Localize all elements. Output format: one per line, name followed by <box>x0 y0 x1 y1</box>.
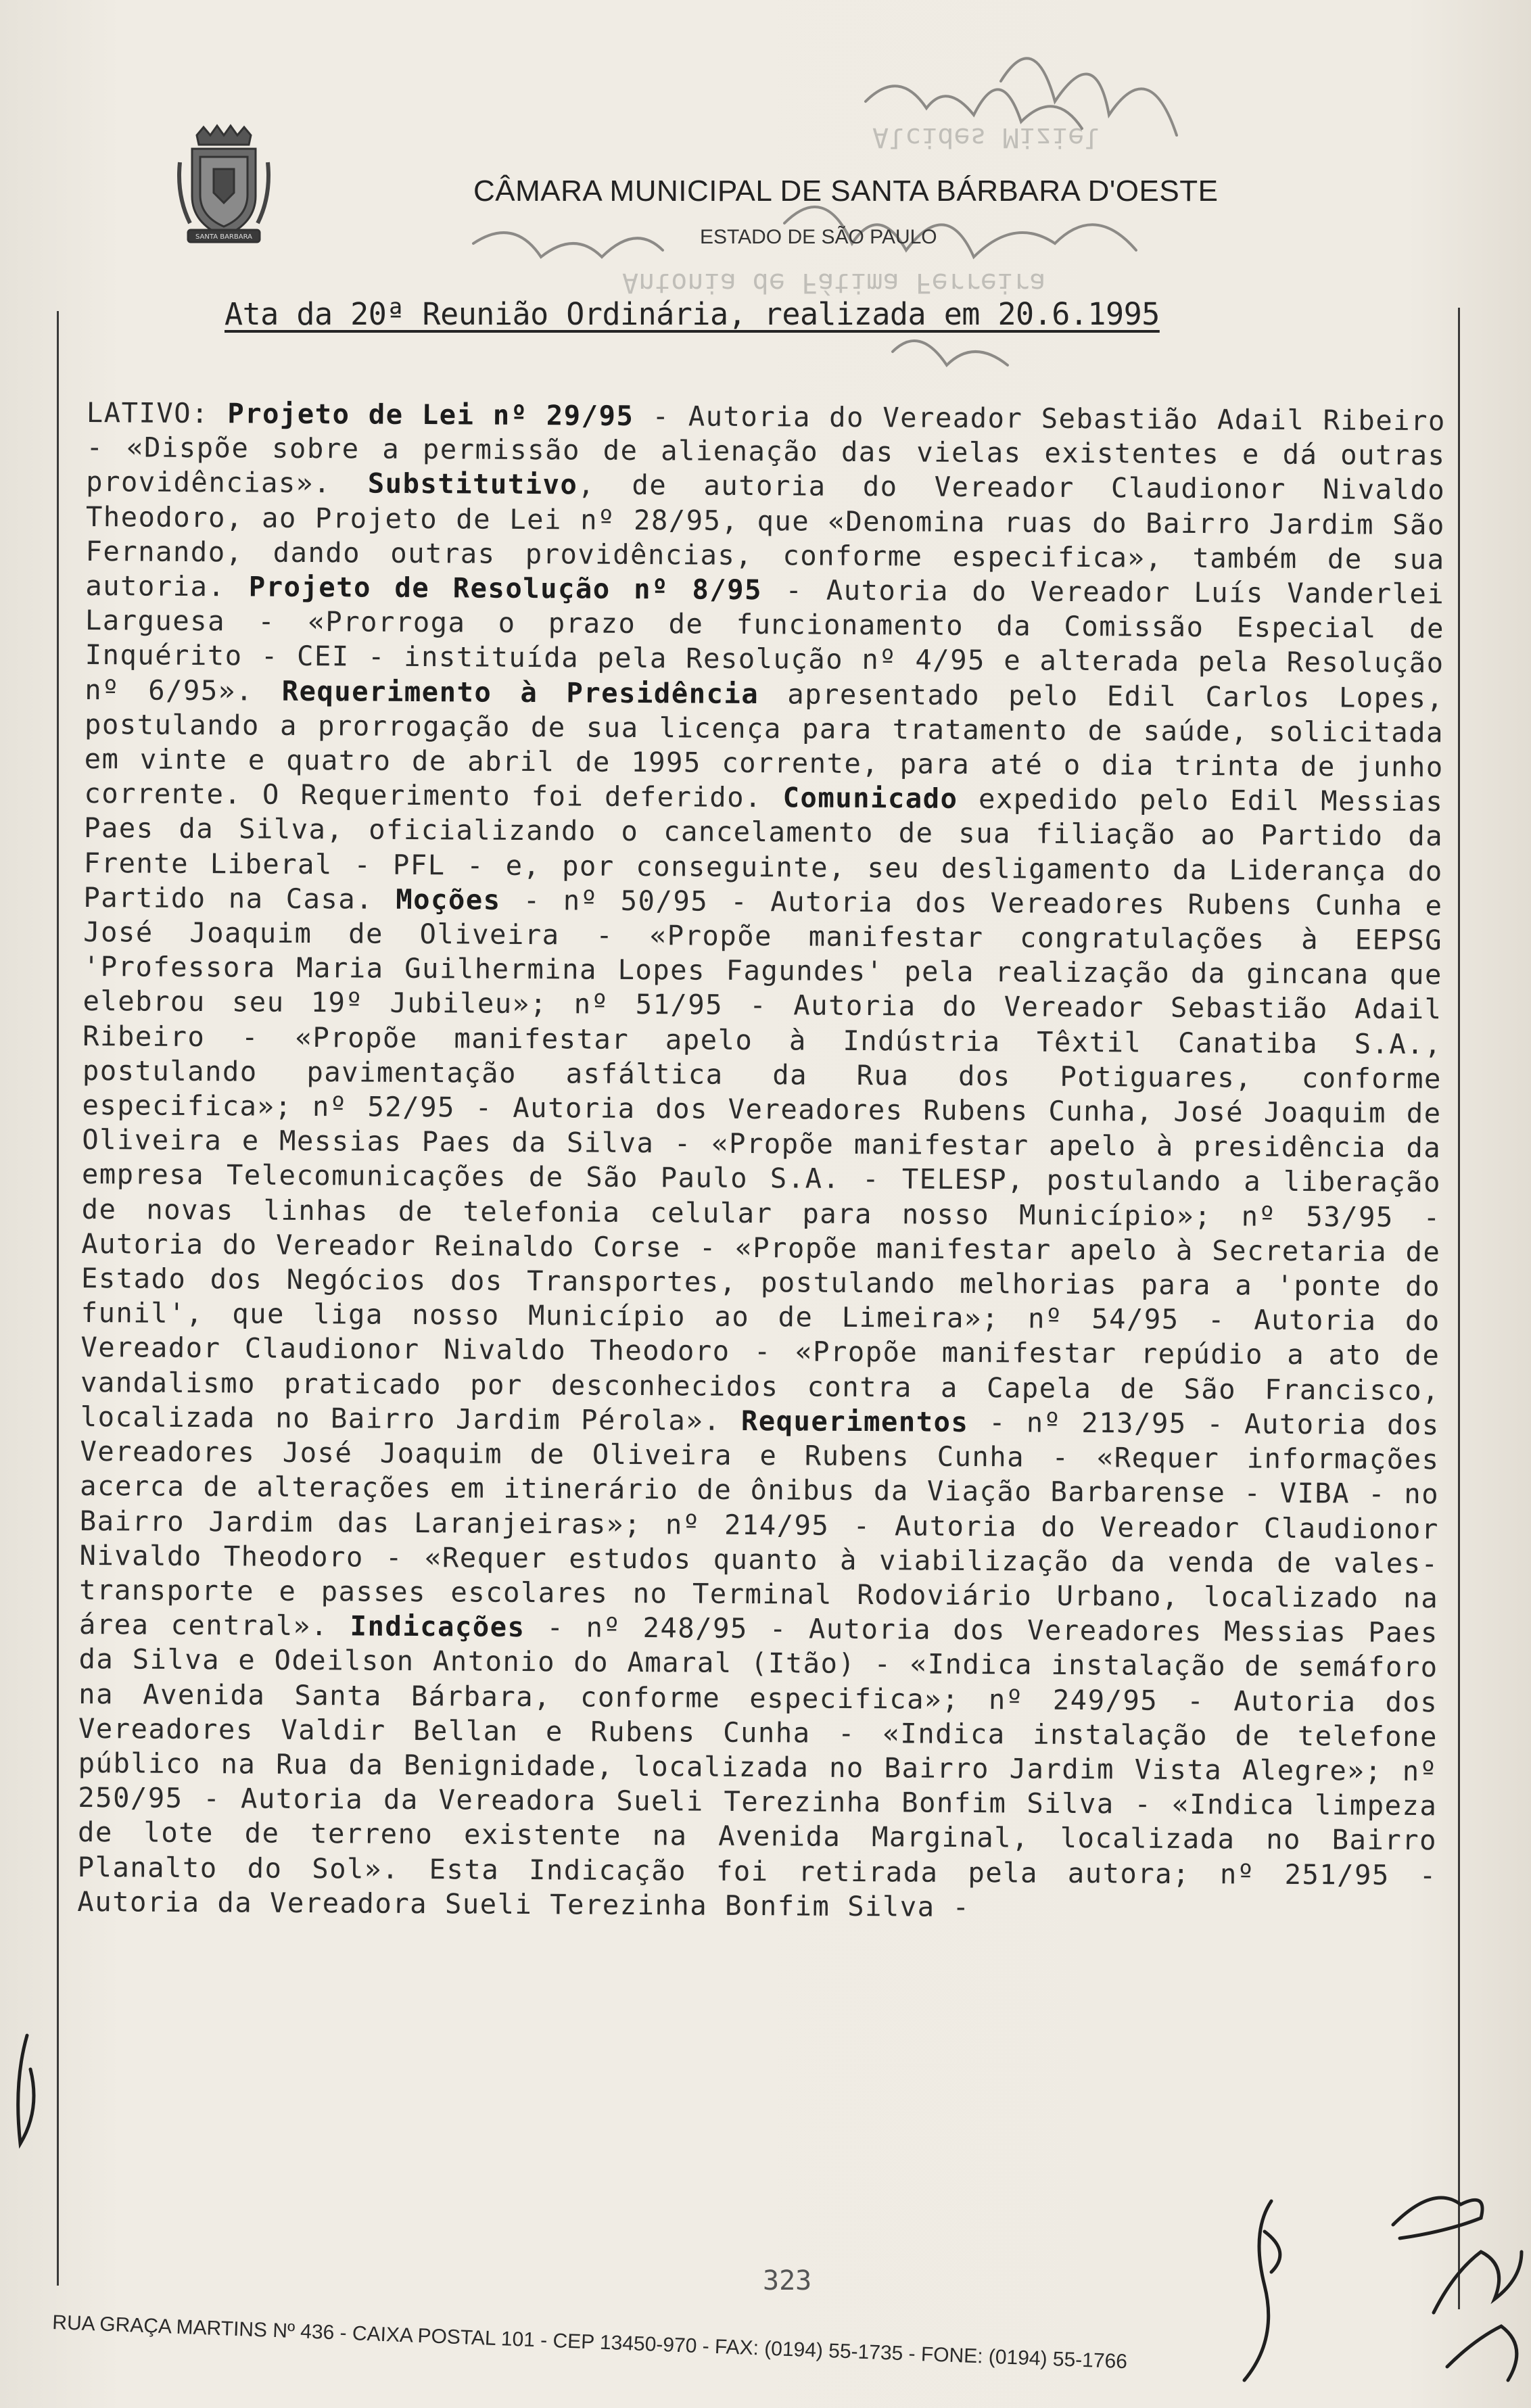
body-segment-6: Moções - nº 50/95 - Autoria dos Vereadores Rubens Cunha e José Joaquim de Oliveira - «Propõe manifestar congratulações à EEPSG 'Professora Maria Guilhermina Lopes Fagundes' pela realização da gincana que elebrou seu 19º Jubileu»; nº 51/95 - Autoria do Vereador Sebastião Adail Ribeiro - «Propõe manifestar apelo à Indústria Têxtil Canatiba S.A., postulando pavimentação asfáltica da Rua dos Potiguares, conforme especifica»; nº 52/95 - Autoria dos Vereadores Rubens Cunha, José Joaquim de Oliveira e Messias Paes da Silva - «Propõe manifestar apelo à presidência da empresa Telecomunicações de São Paulo S.A. - TELESP, postulando a liberação de novas linhas de telefonia celular para nosso Município»; nº 53/95 - Autoria do Vereador Reinaldo Corse - «Propõe manifestar apelo à Secretaria de Estado dos Negócios dos Transportes, postulando melhorias para a 'ponte do funil', que liga nosso Município ao de Limeira»; nº 54/95 - Autoria do Vereador Claudionor Nivaldo Theodoro - «Propõe manifestar repúdio a ato de vandalismo praticado por desconhecidos contra a Capela de São Francisco, localizada no Bairro Jardim Pérola». <box>80 882 1443 1437</box>
body-segment-7: Requerimentos - nº 213/95 - Autoria dos Vereadores José Joaquim de Oliveira e Rubens Cunha - «Requer informações acerca de alterações em itinerário de ônibus da Viação Barbarense - VIBA - no Bairro Jardim das Laranjeiras»; nº 214/95 - Autoria do Vereador Claudionor Nivaldo Theodoro - «Requer estudos quanto à viabilização da venda de vales-transporte e passes escolares no Terminal Rodoviário Urbano, localizado na área central». <box>78 1404 1440 1643</box>
body-segment-4: Requerimento à Presidência apresentado pelo Edil Carlos Lopes, postulando a prorrogação de sua licença para tratamento de saúde, solicitada em vinte e quatro de abril de 1995 corrente, para até o dia trinta de junho corrente. O Requerimento foi deferido. <box>84 674 1444 814</box>
body-segment-8: Indicações - nº 248/95 - Autoria dos Vereadores Messias Paes da Silva e Odeilson Antonio do Amaral (Itão) - «Indica instalação de semáforo na Avenida Santa Bárbara, conforme especifica»; nº 249/95 - Autoria dos Vereadores Valdir Bellan e Rubens Cunha - «Indica instalação de telefone público na Rua da Benignidade, localizada no Bairro Jardim Vista Alegre»; nº 250/95 - Autoria da Vereadora Sueli Terezinha Bonfim Silva - «Indica limpeza de lote de terreno existente na Avenida Marginal, localizada no Bairro Planalto do Sol». Esta Indicação foi retirada pela autora; nº 251/95 - Autoria da Vereadora Sueli Terezinha Bonfim Silva - <box>77 1609 1439 1923</box>
body-segment-5: Comunicado expedido pelo Edil Messias Paes da Silva, oficializando o cancelamento de sua filiação ao Partido da Frente Liberal - PFL - e, por conseguinte, seu desligamento da Liderança do Partido na Casa. <box>83 781 1444 916</box>
body-segment-2: Substitutivo, de autoria do Vereador Claudionor Nivaldo Theodoro, ao Projeto de Lei nº 28/95, que «Denomina ruas do Bairro Jardim São Fernando, dando outras providências, conforme especifica», também de sua autoria. <box>85 467 1446 603</box>
show-through-name-1: Alcides Miziel <box>872 122 1101 153</box>
body-segment-3: Projeto de Resolução nº 8/95 - Autoria do Vereador Luís Vanderlei Larguesa - «Prorroga o prazo de funcionamento da Comissão Especial de Inquérito - CEI - instituída pela Resolução nº 4/95 e alterada pela Resolução nº 6/95». <box>85 570 1445 707</box>
institution-name: CÂMARA MUNICIPAL DE SANTA BÁRBARA D'OESTE <box>473 174 1219 208</box>
right-margin-line <box>1458 308 1460 2309</box>
body-segment-1: Projeto de Lei nº 29/95 - Autoria do Vereador Sebastião Adail Ribeiro - «Dispõe sobre a permissão de alienação das vielas existentes e dá outras providências». <box>86 397 1446 500</box>
crest-motto: SANTA BARBARA <box>195 233 252 241</box>
minutes-body <box>77 396 1446 1927</box>
body-segment-0: LATIVO: <box>86 396 228 430</box>
left-margin-line <box>57 311 59 2286</box>
show-through-name-2: Antonia de Fátima Ferreira <box>622 267 1046 298</box>
state-name: ESTADO DE SÃO PAULO <box>700 226 937 248</box>
minutes-title: Ata da 20ª Reunião Ordinária, realizada em 20.6.1995 <box>225 296 1160 332</box>
municipal-crest <box>173 122 275 250</box>
footer-address: RUA GRAÇA MARTINS Nº 436 - CAIXA POSTAL 101 - CEP 13450-970 - FAX: (0194) 55-1735 - FONE: (0194) 55-1766 <box>51 2311 1128 2374</box>
page-number: 323 <box>763 2265 812 2296</box>
